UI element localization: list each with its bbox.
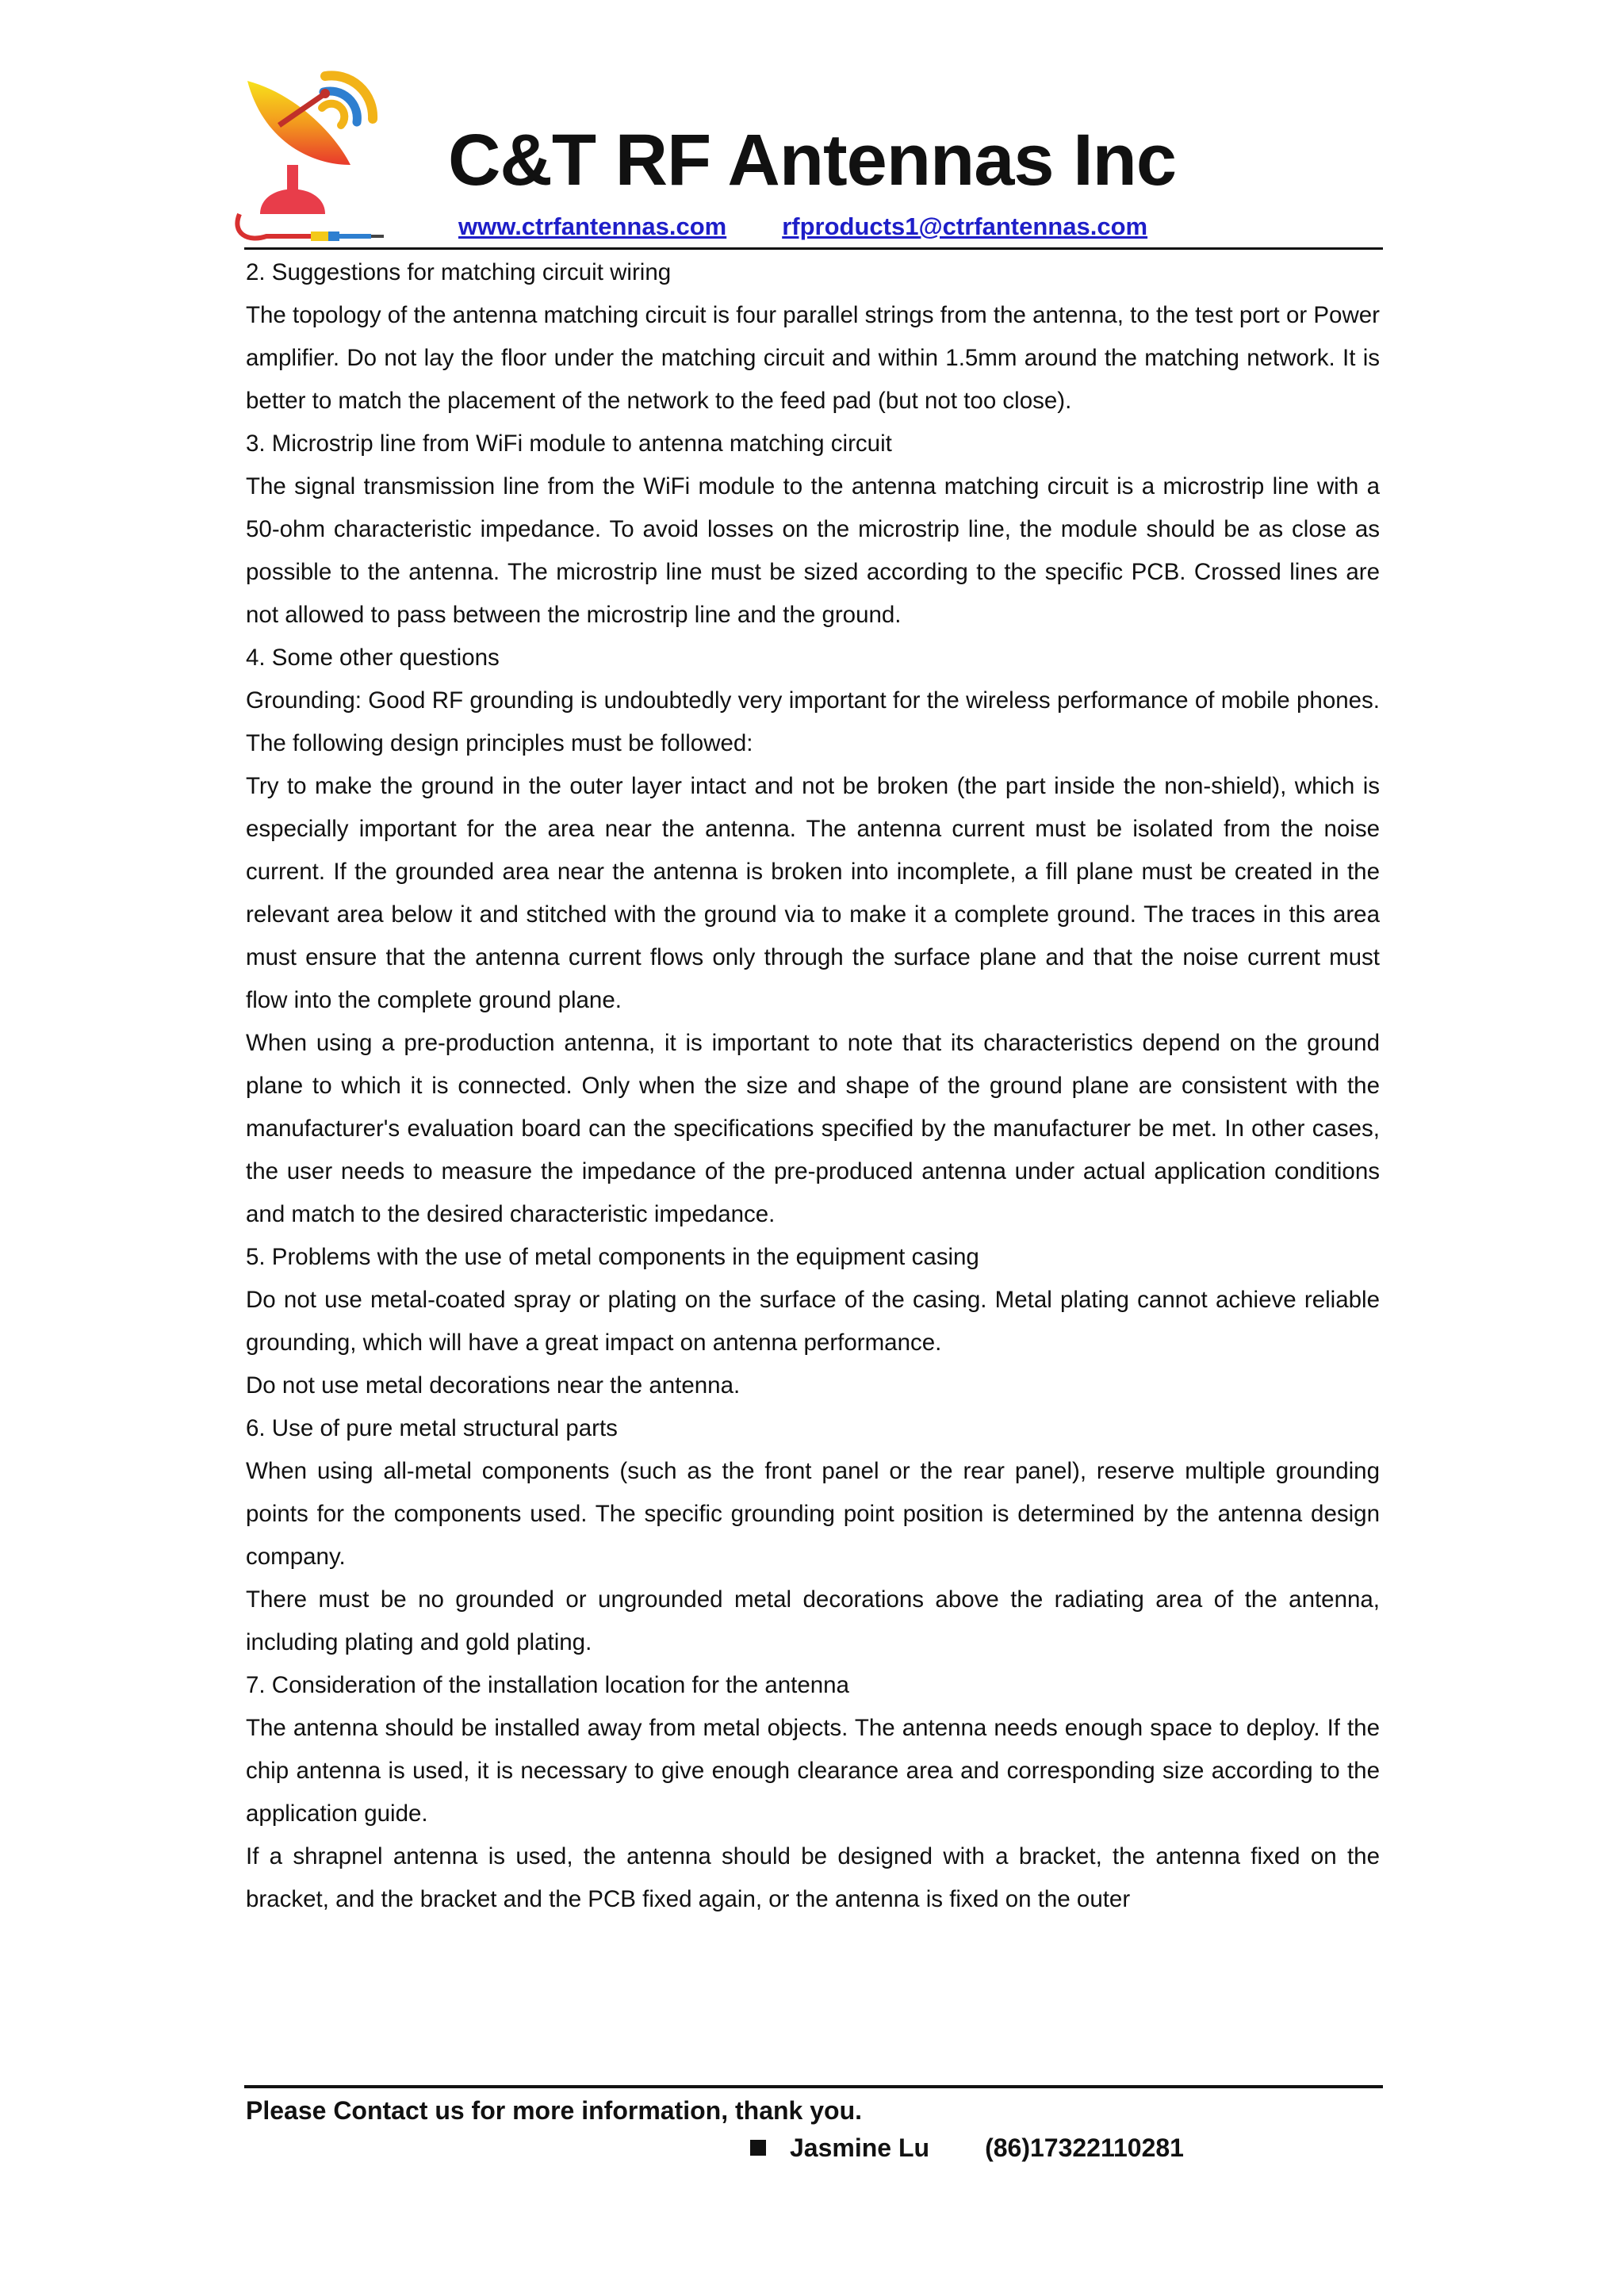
- body-paragraph: The signal transmission line from the WiFi module to the antenna matching circuit is a microstrip line with a 50-ohm characteristic impedance. To avoid losses on the microstrip line, the module should be as close as possible to the antenna. The microstrip line must be sized according to the specific PCB. Crossed lines are not allowed to pass between the microstrip line and the ground.: [246, 473, 1380, 628]
- body-paragraph: If a shrapnel antenna is used, the antenna should be designed with a bracket, the antenna fixed on the bracket, and the bracket and the PCB fixed again, or the antenna is fixed on the outer: [246, 1843, 1380, 1912]
- section-heading: 7. Consideration of the installation location for the antenna: [246, 1672, 849, 1698]
- footer-divider: [244, 2085, 1383, 2088]
- document-body: [246, 251, 1380, 1921]
- footer-note: Please Contact us for more information, thank you.: [246, 2096, 863, 2125]
- body-paragraph: The antenna should be installed away from metal objects. The antenna needs enough space to deploy. If the chip antenna is used, it is necessary to give enough clearance area and corresponding size according to the application guide.: [246, 1715, 1380, 1827]
- website-link[interactable]: www.ctrfantennas.com: [458, 212, 727, 240]
- bullet-square-icon: [750, 2140, 766, 2156]
- body-paragraph: The topology of the antenna matching circuit is four parallel strings from the antenna, to the test port or Power amplifier. Do not lay the floor under the matching circuit and within 1.5mm around the matching network. It is better to match the placement of the network to the feed pad (but not too close).: [246, 302, 1380, 414]
- body-paragraph: Do not use metal decorations near the antenna.: [246, 1372, 741, 1399]
- email-link[interactable]: rfproducts1@ctrfantennas.com: [782, 212, 1148, 240]
- section-heading: 5. Problems with the use of metal components in the equipment casing: [246, 1244, 979, 1270]
- company-title: C&T RF Antennas Inc: [447, 120, 1177, 201]
- body-paragraph: Do not use metal-coated spray or plating on the surface of the casing. Metal plating cannot achieve reliable grounding, which will have a great impact on antenna performance.: [246, 1287, 1380, 1356]
- contact-phone: (86)17322110281: [985, 2133, 1184, 2162]
- section-heading: 3. Microstrip line from WiFi module to antenna matching circuit: [246, 430, 892, 457]
- section-heading: 4. Some other questions: [246, 645, 500, 671]
- body-paragraph: When using all-metal components (such as the front panel or the rear panel), reserve multiple grounding points for the components used. The specific grounding point position is determined by the antenna design company.: [246, 1458, 1380, 1570]
- header-links: [458, 212, 1147, 241]
- header-divider: [244, 247, 1383, 250]
- body-paragraph: When using a pre-production antenna, it is important to note that its characteristics depend on the ground plane to which it is connected. Only when the size and shape of the ground plane are consistent with the manufacturer's evaluation board can the specifications specified by the manufacturer be met. In other cases, the user needs to measure the impedance of the pre-produced antenna under actual application conditions and match to the desired characteristic impedance.: [246, 1030, 1380, 1227]
- body-paragraph: Grounding: Good RF grounding is undoubtedly very important for the wireless performance of mobile phones. The following design principles must be followed:: [246, 687, 1380, 756]
- contact-line: [750, 2128, 1184, 2168]
- body-paragraph: Try to make the ground in the outer layer intact and not be broken (the part inside the non-shield), which is especially important for the area near the antenna. The antenna current must be isolated from the noise current. If the grounded area near the antenna is broken into incomplete, a fill plane must be created in the relevant area below it and stitched with the ground via to make it a complete ground. The traces in this area must ensure that the antenna current flows only through the surface plane and that the noise current must flow into the complete ground plane.: [246, 773, 1380, 1013]
- section-heading: 2. Suggestions for matching circuit wiring: [246, 259, 672, 285]
- body-paragraph: There must be no grounded or ungrounded metal decorations above the radiating area of the antenna, including plating and gold plating.: [246, 1586, 1380, 1655]
- section-heading: 6. Use of pure metal structural parts: [246, 1415, 618, 1441]
- contact-name: Jasmine Lu: [790, 2133, 930, 2162]
